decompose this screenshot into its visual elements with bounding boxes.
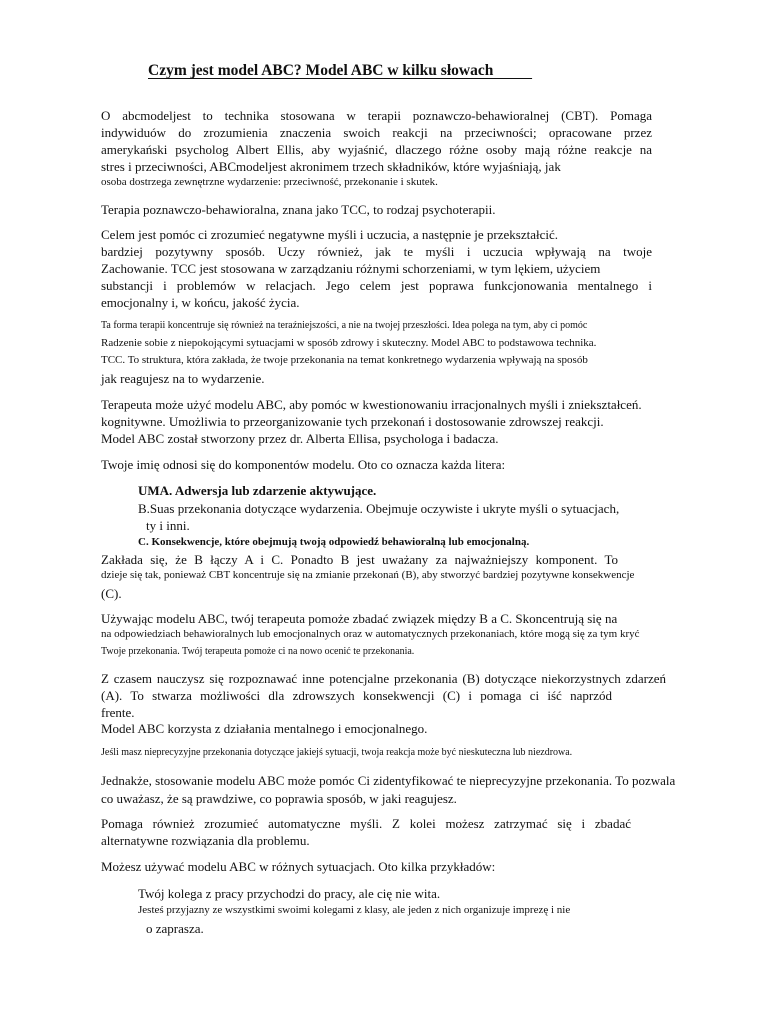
- paragraph-4-line-1: Ta forma terapii koncentruje się również na teraźniejszości, a nie na twojej przeszłości. Idea polega na tym, aby ci pomóc: [101, 320, 588, 331]
- paragraph-13: Możesz używać modelu ABC w różnych sytuacjach. Oto kilka przykładów:: [101, 859, 496, 874]
- paragraph-5-line-3: Model ABC został stworzony przez dr. Alberta Ellisa, psychologa i badacza.: [101, 431, 499, 446]
- paragraph-3-line-3: Zachowanie. TCC jest stosowana w zarządzaniu różnymi schorzeniami, w tym lękiem, użyciem: [101, 261, 601, 276]
- paragraph-5-line-2: kognitywne. Umożliwia to przeorganizowanie tych przekonań i dostosowanie zdrowszej reakcji.: [101, 414, 604, 429]
- paragraph-10: Jeśli masz nieprecyzyjne przekonania dotyczące jakiejś sytuacji, twoja reakcja może być nieskuteczna lub niezdrowa.: [101, 747, 573, 758]
- paragraph-9-line-1: Z czasem nauczysz się rozpoznawać inne potencjalne przekonania (B) dotyczące niekorzystnych zdarzeń: [101, 671, 666, 686]
- list-item-b-continuation: ty i inni.: [146, 518, 190, 533]
- paragraph-9-line-2: (A). To stwarza możliwości dla zdrowszych konsekwencji (C) i pomaga ci iść naprzód: [101, 688, 612, 703]
- paragraph-11-line-2: co uważasz, że są prawdziwe, co poprawia sposób, w jaki reagujesz.: [101, 791, 457, 806]
- paragraph-5-line-1: Terapeuta może użyć modelu ABC, aby pomóc w kwestionowaniu irracjonalnych myśli i zniekształceń.: [101, 397, 642, 412]
- example-item-2: Jesteś przyjazny ze wszystkimi swoimi kolegami z klasy, ale jeden z nich organizuje imprezę i nie: [138, 904, 571, 916]
- paragraph-3-line-5: emocjonalny i, w końcu, jakość życia.: [101, 295, 300, 310]
- paragraph-7-line-3: (C).: [101, 586, 122, 601]
- list-item-c: C. Konsekwencje, które obejmują twoją odpowiedź behawioralną lub emocjonalną.: [138, 536, 530, 548]
- example-item-1: Twój kolega z pracy przychodzi do pracy, ale cię nie wita.: [138, 886, 441, 901]
- paragraph-1-line-2: indywiduów do zrozumienia znaczenia swoich reakcji na przeciwności; opracowane przez: [101, 125, 652, 140]
- paragraph-9-line-3: frente.: [101, 705, 135, 720]
- paragraph-11-line-1: Jednakże, stosowanie modelu ABC może pomóc Ci zidentyfikować te nieprecyzyjne przekonania. To pozwala: [101, 773, 676, 788]
- document-title: Czym jest model ABC? Model ABC w kilku słowach: [148, 62, 533, 79]
- paragraph-1-line-4: stres i przeciwności, ABCmodeljest akronimem trzech składników, które wyjaśniają, jak: [101, 159, 561, 174]
- paragraph-3-line-1: Celem jest pomóc ci zrozumieć negatywne myśli i uczucia, a następnie je przekształcić.: [101, 227, 558, 242]
- paragraph-1-line-5: osoba dostrzega zewnętrzne wydarzenie: przeciwność, przekonanie i skutek.: [101, 176, 438, 188]
- list-item-a: UMA. Adwersja lub zdarzenie aktywujące.: [138, 483, 377, 498]
- paragraph-8-line-2: na odpowiedziach behawioralnych lub emocjonalnych oraz w automatycznych przekonaniach, które mogą się za tym kryć: [101, 628, 640, 640]
- paragraph-3-line-2: bardziej pozytywny sposób. Uczy również, jak te myśli i uczucia wpływają na twoje: [101, 244, 652, 259]
- paragraph-1-line-3: amerykański psycholog Albert Ellis, aby wyjaśnić, dlaczego różne osoby mają różne reakcje na: [101, 142, 652, 157]
- example-item-2-continuation: o zaprasza.: [146, 921, 204, 936]
- paragraph-7-line-1: Zakłada się, że B łączy A i C. Ponadto B jest uważany za najważniejszy komponent. To: [101, 552, 618, 567]
- paragraph-6: Twoje imię odnosi się do komponentów modelu. Oto co oznacza każda litera:: [101, 457, 506, 472]
- paragraph-7-line-2: dzieje się tak, ponieważ CBT koncentruje się na zmianie przekonań (B), aby stworzyć bardziej pozytywne konsekwencje: [101, 569, 635, 581]
- paragraph-4-line-4: jak reagujesz na to wydarzenie.: [101, 371, 265, 386]
- paragraph-8-line-1: Używając modelu ABC, twój terapeuta pomoże zbadać związek między B a C. Skoncentrują się na: [101, 611, 618, 626]
- list-item-b: B.Suas przekonania dotyczące wydarzenia. Obejmuje oczywiste i ukryte myśli o sytuacjach,: [138, 501, 620, 516]
- paragraph-2: Terapia poznawczo-behawioralna, znana jako TCC, to rodzaj psychoterapii.: [101, 202, 496, 217]
- paragraph-4-line-3: TCC. To struktura, która zakłada, że twoje przekonania na temat konkretnego wydarzenia wpływają na sposób: [101, 354, 588, 366]
- paragraph-4-line-2: Radzenie sobie z niepokojącymi sytuacjami w sposób zdrowy i skuteczny. Model ABC to podstawowa technika.: [101, 337, 597, 349]
- paragraph-12-line-1: Pomaga również zrozumieć automatyczne myśli. Z kolei możesz zatrzymać się i zbadać: [101, 816, 631, 831]
- paragraph-3-line-4: substancji i problemów w relacjach. Jego celem jest poprawa funkcjonowania mentalnego i: [101, 278, 652, 293]
- paragraph-12-line-2: alternatywne rozwiązania dla problemu.: [101, 833, 310, 848]
- paragraph-9-line-4: Model ABC korzysta z działania mentalnego i emocjonalnego.: [101, 721, 428, 736]
- paragraph-8-line-3: Twoje przekonania. Twój terapeuta pomoże ci na nowo ocenić te przekonania.: [101, 646, 415, 657]
- paragraph-1-line-1: O abcmodeljest to technika stosowana w terapii poznawczo-behawioralnej (CBT). Pomaga: [101, 108, 652, 123]
